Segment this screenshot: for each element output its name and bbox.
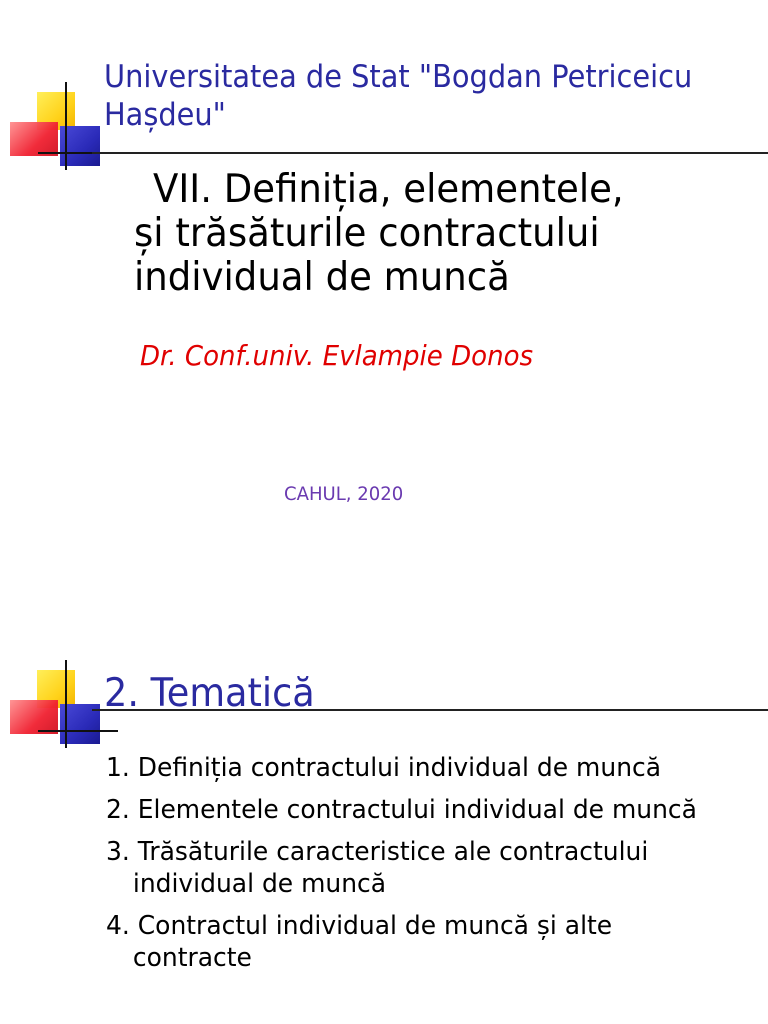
corner-logo-icon <box>10 660 110 750</box>
place-and-year: CAHUL, 2020 <box>284 483 404 505</box>
university-name: Universitatea de Stat "Bogdan Petriceicu Hașdeu" <box>104 59 693 133</box>
topics-title: 2. Tematică <box>104 671 315 716</box>
corner-logo-icon <box>10 82 110 172</box>
lecture-title-line-2: și trăsăturile contractului <box>134 211 600 256</box>
title-divider <box>92 152 768 154</box>
logo-red-square <box>10 700 58 734</box>
logo-red-square <box>10 122 58 156</box>
lecture-title <box>134 168 742 300</box>
logo-vertical-line <box>65 660 67 748</box>
topic-item: 1. Definiția contractului individual de muncă <box>106 753 662 783</box>
author-name: Dr. Conf.univ. Evlampie Donos <box>140 339 534 372</box>
topics-list <box>106 752 720 984</box>
lecture-title-line-1: VII. Definiția, elementele, <box>153 167 624 212</box>
topic-item: 4. Contractul individual de muncă și alte contracte <box>106 911 613 973</box>
logo-vertical-line <box>65 82 67 170</box>
lecture-title-line-3: individual de muncă <box>134 255 510 300</box>
logo-horizontal-line <box>38 730 118 732</box>
topic-item: 2. Elementele contractului individual de muncă <box>106 795 697 825</box>
topic-item: 3. Trăsăturile caracteristice ale contractului individual de muncă <box>106 837 649 899</box>
topics-slide <box>0 512 768 1024</box>
